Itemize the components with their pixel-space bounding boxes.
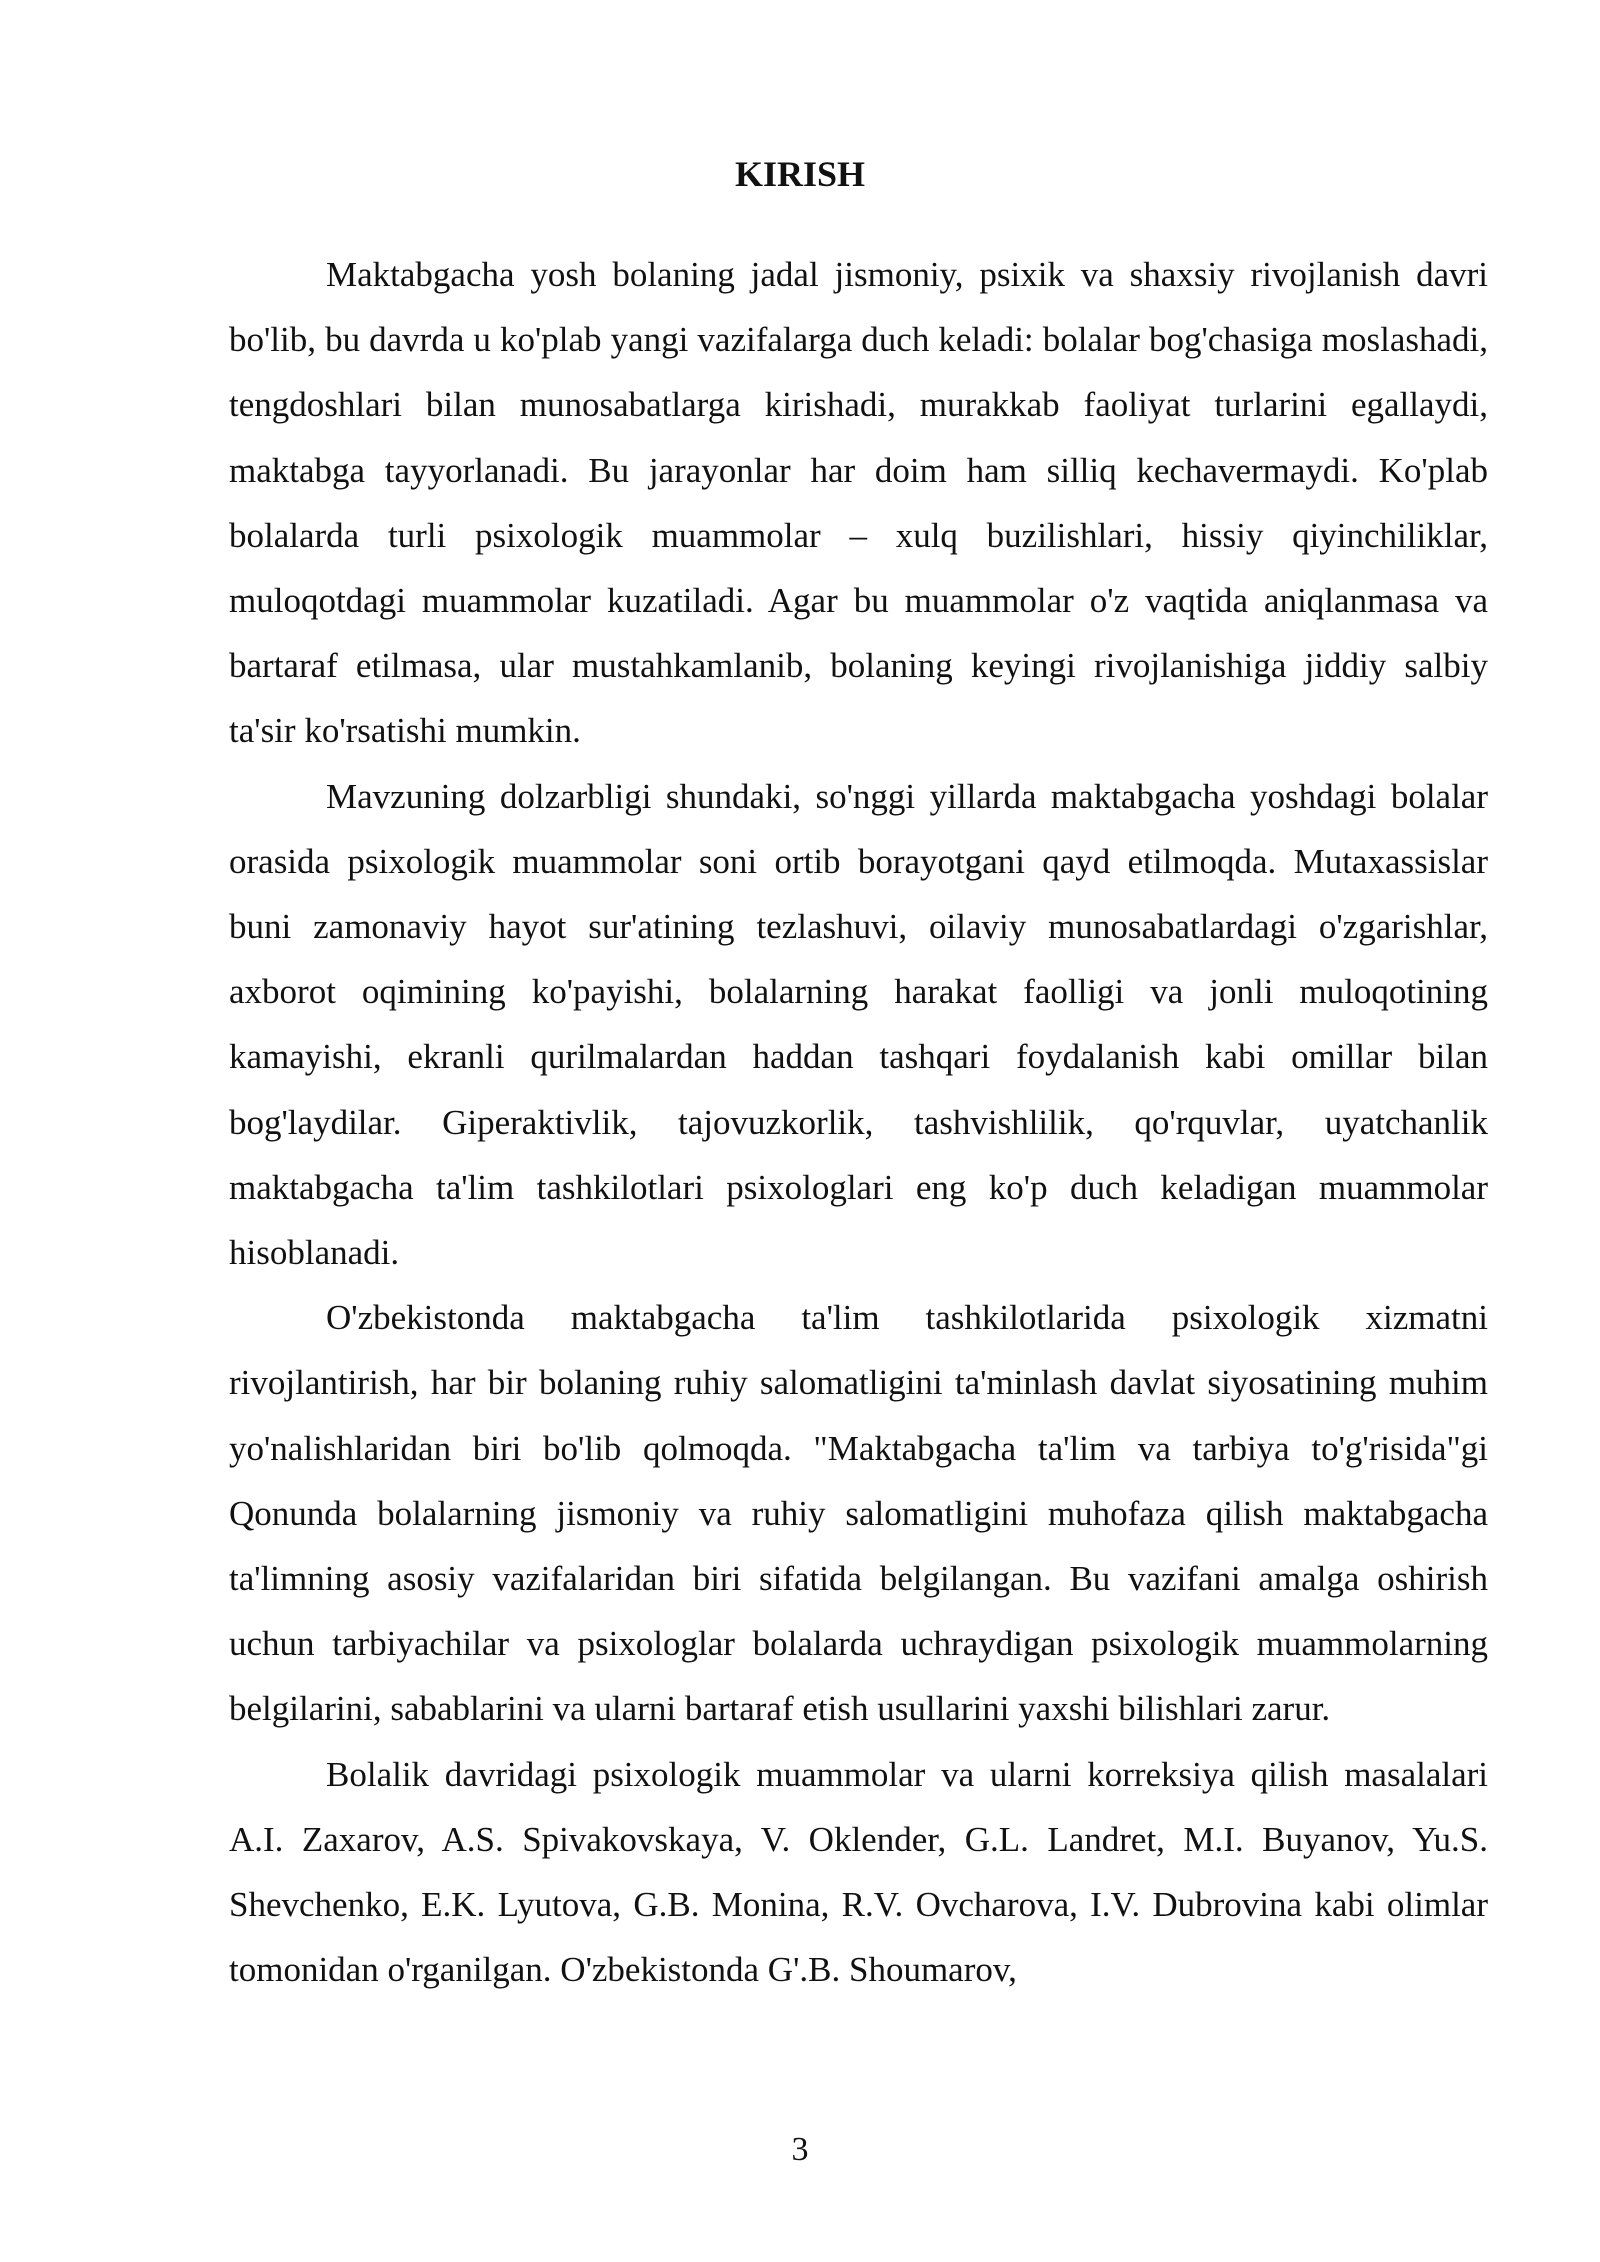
paragraph-2: Mavzuning dolzarbligi shundaki, so'nggi yillarda maktabgacha yoshdagi bolalar orasida psixologik muammolar soni ortib borayotgani qayd etilmoqda. Mutaxassislar buni zamonaviy hayot sur'atining tezlashuvi, oilaviy munosabatlardagi o'zgarishlar, axborot oqimining ko'payishi, bolalarning harakat faolligi va jonli muloqotining kamayishi, ekranli qurilmalardan haddan tashqari foydalanish kabi omillar bilan bog'laydilar. Giperaktivlik, tajovuzkorlik, tashvishlilik, qo'rquvlar, uyatchanlik maktabgacha ta'lim tashkilotlari psixologlari eng ko'p duch keladigan muammolar hisoblanadi. [229,776,1488,1273]
paragraph-1: Maktabgacha yosh bolaning jadal jismoniy, psixik va shaxsiy rivojlanish davri bo'lib, bu davrda u ko'plab yangi vazifalarga duch keladi: bolalar bog'chasiga moslashadi, tengdoshlari bilan munosabatlarga kirishadi, murakkab faoliyat turlarini egallaydi, maktabga tayyorlanadi. Bu jarayonlar har doim ham silliq kechavermaydi. Ko'plab bolalarda turli psixologik muammolar – xulq buzilishlari, hissiy qiyinchiliklar, muloqotdagi muammolar kuzatiladi. Agar bu muammolar o'z vaqtida aniqlanmasa va bartaraf etilmasa, ular mustahkamlanib, bolaning keyingi rivojlanishiga jiddiy salbiy ta'sir ko'rsatishi mumkin. [229,255,1488,751]
paragraph-4: Bolalik davridagi psixologik muammolar va ularni korreksiya qilish masalalari A.I. Zaxarov, A.S. Spivakovskaya, V. Oklender, G.L. Landret, M.I. Buyanov, Yu.S. Shevchenko, E.K. Lyutova, G.B. Monina, R.V. Ovcharova, I.V. Dubrovina kabi olimlar tomonidan o'rganilgan. O'zbekistonda G'.B. Shoumarov, [229,1754,1488,1990]
page-number: 3 [791,2131,809,2168]
body-text [229,242,1488,2002]
section-heading: KIRISH [734,154,866,194]
paragraph-3: O'zbekistonda maktabgacha ta'lim tashkilotlarida psixologik xizmatni rivojlantirish, har bir bolaning ruhiy salomatligini ta'minlash davlat siyosatining muhim yo'nalishlaridan biri bo'lib qolmoqda. "Maktabgacha ta'lim va tarbiya to'g'risida"gi Qonunda bolalarning jismoniy va ruhiy salomatligini muhofaza qilish maktabgacha ta'limning asosiy vazifalaridan biri sifatida belgilangan. Bu vazifani amalga oshirish uchun tarbiyachilar va psixologlar bolalarda uchraydigan psixologik muammolarning belgilarini, sabablarini va ularni bartaraf etish usullarini yaxshi bilishlari zarur. [229,1298,1488,1729]
